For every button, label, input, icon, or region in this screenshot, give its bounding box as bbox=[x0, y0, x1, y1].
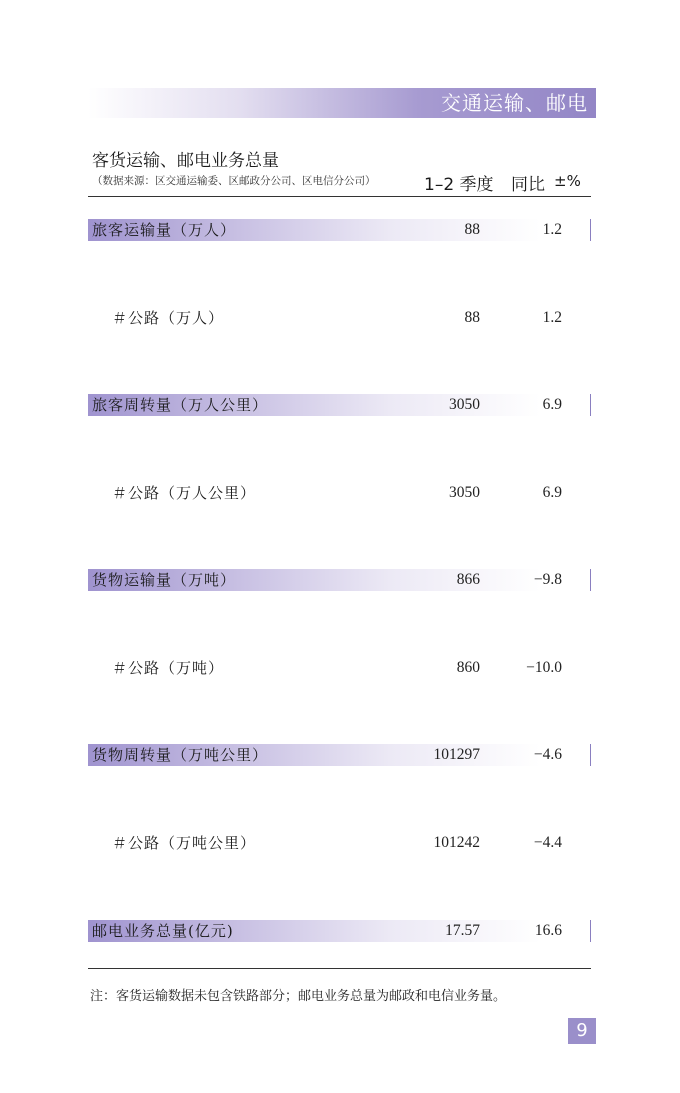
row-end-marker bbox=[590, 569, 591, 591]
table-top-rule bbox=[88, 196, 591, 197]
table-row bbox=[88, 482, 591, 504]
column-header-percent: ±% bbox=[554, 172, 581, 190]
quarter-value: 3050 bbox=[449, 484, 480, 501]
table-row bbox=[88, 920, 591, 942]
row-label: 邮电业务总量(亿元) bbox=[92, 922, 234, 940]
yoy-value: 1.2 bbox=[542, 221, 562, 238]
row-end-marker bbox=[590, 744, 591, 766]
row-end-marker bbox=[590, 394, 591, 416]
quarter-value: 860 bbox=[456, 659, 480, 676]
yoy-value: −4.4 bbox=[533, 834, 562, 851]
yoy-value: 1.2 bbox=[542, 309, 562, 326]
row-label: ＃公路（万吨） bbox=[112, 659, 225, 677]
row-label: ＃公路（万人） bbox=[112, 309, 225, 327]
header-band bbox=[88, 88, 596, 118]
row-label: ＃公路（万人公里） bbox=[112, 484, 257, 502]
chapter-title: 交通运输、邮电 bbox=[441, 91, 588, 115]
row-label: 旅客周转量（万人公里） bbox=[92, 396, 269, 414]
table-row bbox=[88, 569, 591, 591]
row-label: ＃公路（万吨公里） bbox=[112, 834, 257, 852]
quarter-value: 17.57 bbox=[445, 922, 480, 939]
row-label: 旅客运输量（万人） bbox=[92, 221, 237, 239]
table-row bbox=[88, 744, 591, 766]
quarter-value: 101297 bbox=[433, 746, 480, 763]
table-row bbox=[88, 219, 591, 241]
yoy-value: 6.9 bbox=[542, 484, 562, 501]
quarter-value: 88 bbox=[464, 221, 480, 238]
row-label: 货物运输量（万吨） bbox=[92, 571, 237, 589]
column-header-yoy: 同比 bbox=[511, 175, 545, 195]
quarter-value: 101242 bbox=[433, 834, 480, 851]
yoy-value: −9.8 bbox=[533, 571, 562, 588]
table-row bbox=[88, 657, 591, 679]
quarter-value: 3050 bbox=[449, 396, 480, 413]
quarter-value: 88 bbox=[464, 309, 480, 326]
table-row bbox=[88, 832, 591, 854]
row-end-marker bbox=[590, 920, 591, 942]
table-row bbox=[88, 307, 591, 329]
row-label: 货物周转量（万吨公里） bbox=[92, 746, 269, 764]
footnote: 注：客货运输数据未包含铁路部分；邮电业务总量为邮政和电信业务量。 bbox=[90, 989, 507, 1004]
yoy-value: −4.6 bbox=[533, 746, 562, 763]
yoy-value: 16.6 bbox=[534, 922, 562, 939]
yoy-value: 6.9 bbox=[542, 396, 562, 413]
section-title: 客货运输、邮电业务总量 bbox=[92, 151, 279, 171]
row-end-marker bbox=[590, 219, 591, 241]
table-row bbox=[88, 394, 591, 416]
quarter-value: 866 bbox=[456, 571, 480, 588]
yoy-value: −10.0 bbox=[526, 659, 562, 676]
page-number: 9 bbox=[568, 1018, 596, 1044]
column-header-quarter: 1–2 季度 bbox=[424, 175, 494, 195]
table-bottom-rule bbox=[88, 968, 591, 969]
data-source-note: （数据来源：区交通运输委、区邮政分公司、区电信分公司） bbox=[92, 175, 376, 187]
